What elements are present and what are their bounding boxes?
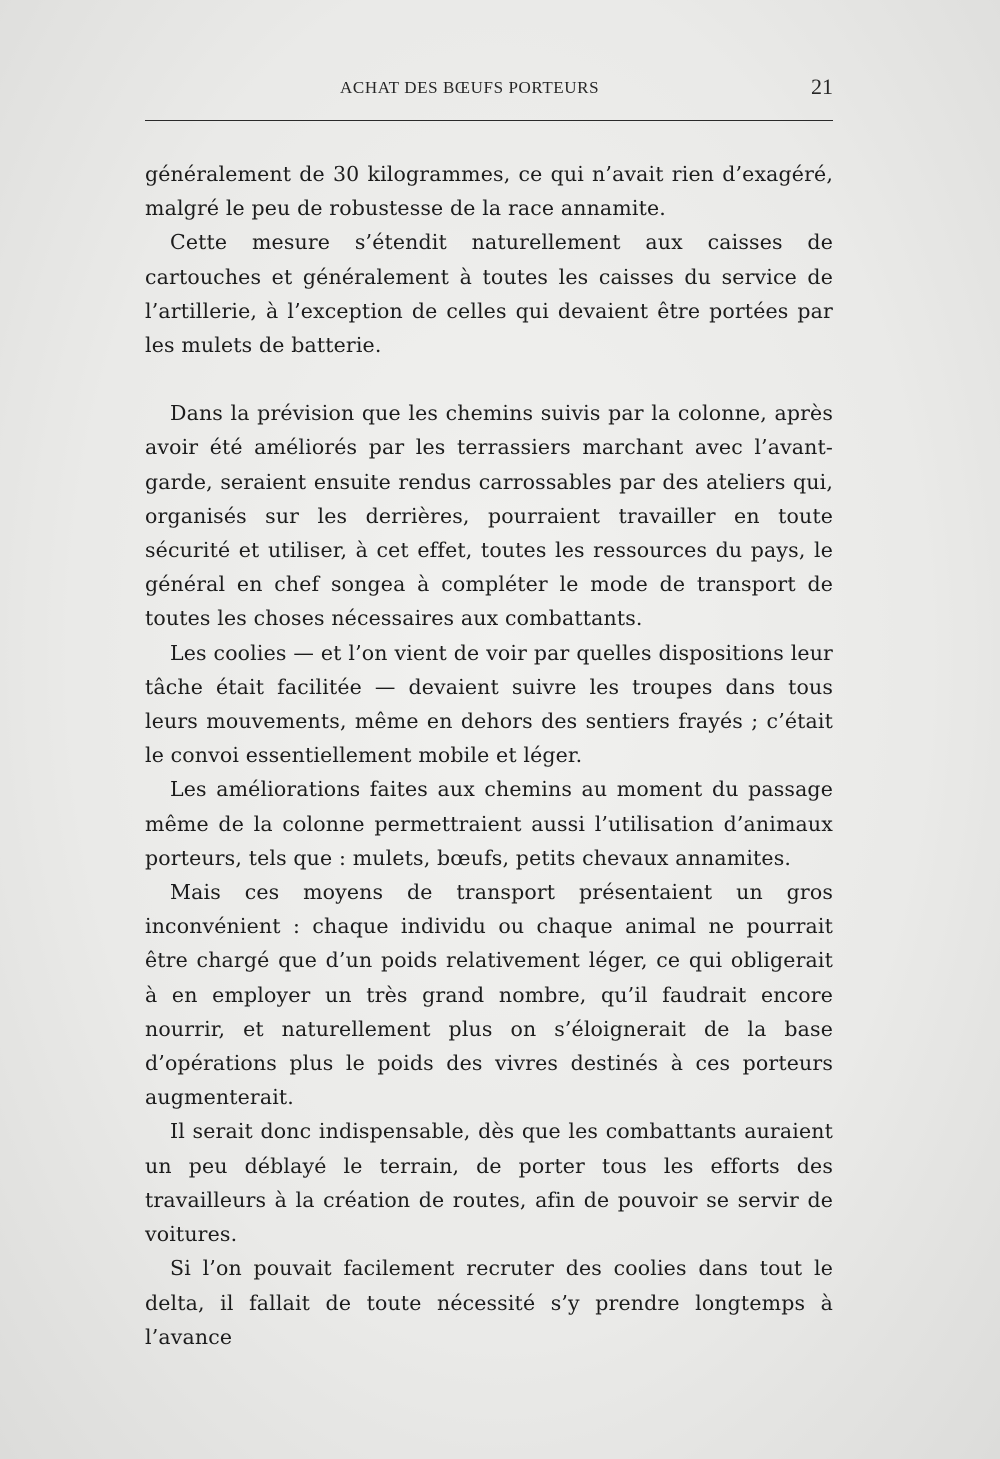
paragraph: généralement de 30 kilogrammes, ce qui n’avait rien d’exagéré, malgré le peu de robustesse de la race annamite. xyxy=(145,162,833,221)
paragraph: Mais ces moyens de transport présentaient un gros inconvénient : chaque individu ou chaque animal ne pourrait être chargé que d’un poids relativement léger, ce qui obligerait à en employer un très grand nombre, qu’il faudrait encore nourrir, et naturellement plus on s’éloignerait de la base d’opérations plus le poids des vivres destinés à ces porteurs augmenterait. xyxy=(145,880,833,1110)
paragraph: Il serait donc indispensable, dès que les combattants auraient un peu déblayé le terrain, de porter tous les efforts des travailleurs à la création de routes, afin de pouvoir se servir de voitures. xyxy=(145,1119,833,1247)
page-header xyxy=(145,72,833,102)
paragraph: Dans la prévision que les chemins suivis par la colonne, après avoir été améliorés par les terrassiers marchant avec l’avant-garde, seraient ensuite rendus carrossables par des ateliers qui, organisés sur les derrières, pourraient travailler en toute sécurité et utiliser, à cet effet, toutes les ressources du pays, le général en chef songea à compléter le mode de transport de toutes les choses nécessaires aux combattants. xyxy=(145,401,833,631)
paragraph: Les améliorations faites aux chemins au moment du passage même de la colonne permettraient aussi l’utilisation d’animaux porteurs, tels que : mulets, bœufs, petits chevaux annamites. xyxy=(145,777,833,870)
header-rule xyxy=(145,120,833,121)
page-number: 21 xyxy=(811,74,833,99)
paragraph: Les coolies — et l’on vient de voir par quelles dispositions leur tâche était facilitée — devaient suivre les troupes dans tous leurs mouvements, même en dehors des sentiers frayés ; c’était le convoi essentiellement mobile et léger. xyxy=(145,640,833,768)
paragraph: Si l’on pouvait facilement recruter des coolies dans tout le delta, il fallait de toute nécessité s’y prendre longtemps à l’avance xyxy=(145,1256,833,1349)
body-text xyxy=(145,157,833,1354)
running-head: ACHAT DES BŒUFS PORTEURS xyxy=(340,78,600,97)
paragraph: Cette mesure s’étendit naturellement aux caisses de cartouches et généralement à toutes les caisses du service de l’artillerie, à l’exception de celles qui devaient être portées par les mulets de batterie. xyxy=(145,230,833,358)
